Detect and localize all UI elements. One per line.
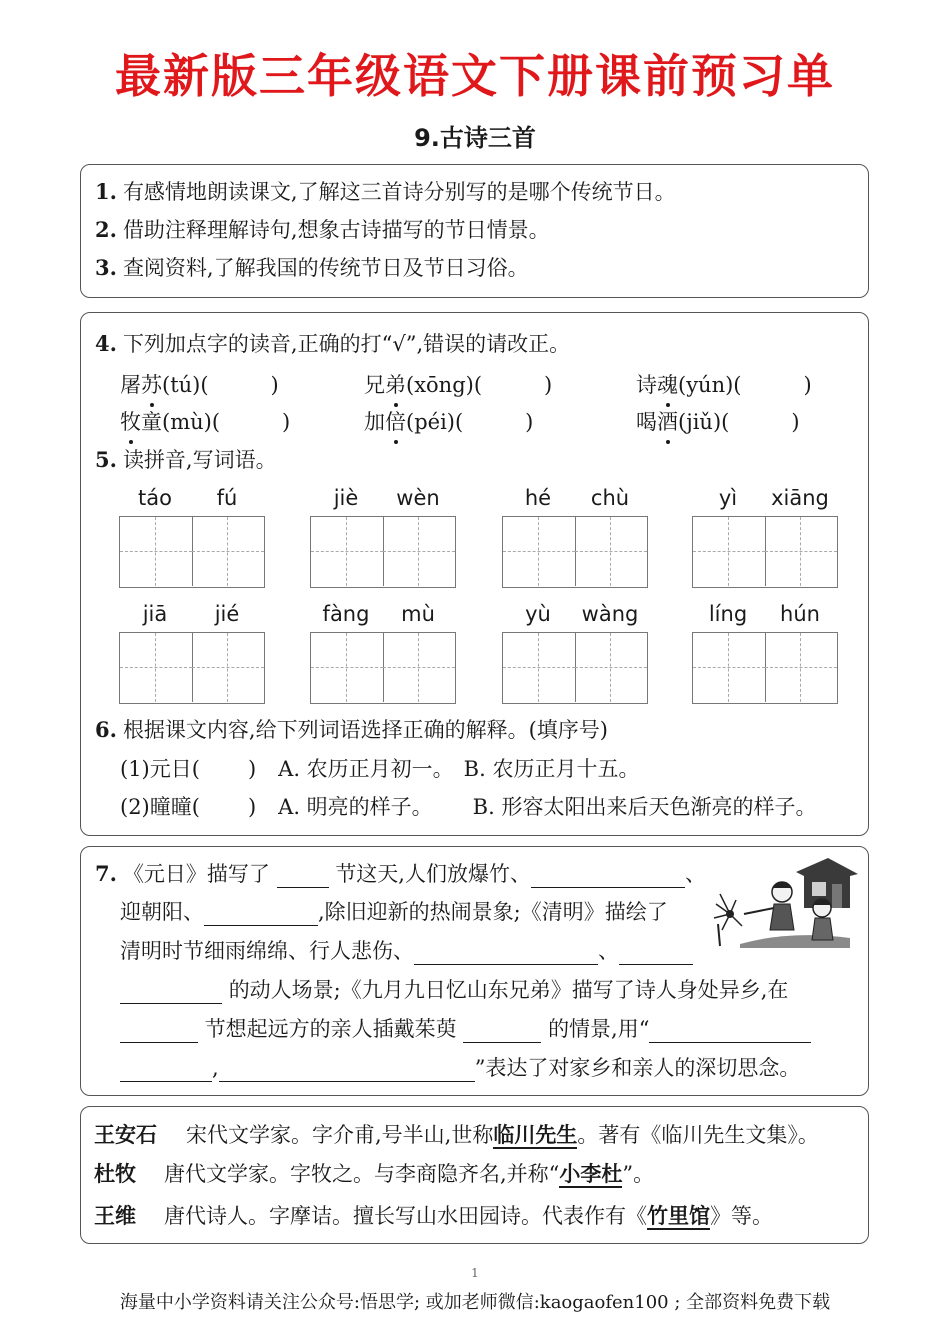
- writing-grid[interactable]: [502, 632, 648, 704]
- pinyin-label: yì: [718, 486, 738, 510]
- answer-blank[interactable]: [120, 981, 222, 1004]
- q4-item-1: 屠苏(tú)( ): [120, 369, 279, 399]
- writing-grid[interactable]: [692, 632, 838, 704]
- pinyin-label: yù: [525, 602, 551, 626]
- pinyin-label: jiè: [333, 486, 359, 510]
- prep-task-1: 1. 有感情地朗读课文,了解这三首诗分别写的是哪个传统节日。: [95, 179, 676, 204]
- page-title: 最新版三年级语文下册课前预习单: [115, 49, 835, 103]
- pinyin-label: hún: [780, 602, 820, 626]
- q6-item-1: (1)元日( ) A. 农历正月初一。 B. 农历正月十五。: [120, 757, 640, 781]
- answer-blank[interactable]: [531, 865, 685, 888]
- q5-prompt: 5. 读拼音,写词语。: [95, 447, 277, 472]
- writing-grid[interactable]: [502, 516, 648, 588]
- bio-wang-anshi: 王安石 宋代文学家。字介甫,号半山,世称临川先生。著有《临川先生文集》。: [94, 1123, 819, 1147]
- q6-prompt: 6. 根据课文内容,给下列词语选择正确的解释。(填序号): [95, 717, 608, 742]
- q7-line-4: 的动人场景;《九月九日忆山东兄弟》描写了诗人身处异乡,在: [120, 976, 788, 1004]
- writing-grid[interactable]: [692, 516, 838, 588]
- pinyin-label: mù: [401, 602, 435, 626]
- page-number: 1: [471, 1266, 479, 1280]
- pinyin-label: jié: [214, 602, 240, 626]
- q7-line-5: 节想起远方的亲人插戴茱萸 的情景,用“: [120, 1015, 811, 1043]
- prep-task-3: 3. 查阅资料,了解我国的传统节日及节日习俗。: [95, 255, 529, 280]
- answer-blank[interactable]: [463, 1020, 541, 1043]
- q4-item-6: 喝酒(jiǔ)( ): [636, 406, 800, 436]
- answer-blank[interactable]: [120, 1020, 198, 1043]
- pinyin-label: wèn: [396, 486, 440, 510]
- writing-grid[interactable]: [119, 516, 265, 588]
- writing-grid[interactable]: [119, 632, 265, 704]
- answer-blank[interactable]: [649, 1020, 811, 1043]
- q4-prompt: 4. 下列加点字的读音,正确的打“√”,错误的请改正。: [95, 331, 571, 356]
- answer-blank[interactable]: [219, 1059, 475, 1082]
- q7-line-1: 7. 《元日》描写了 节这天,人们放爆竹、 、: [95, 861, 706, 886]
- pinyin-label: wàng: [581, 602, 639, 626]
- bio-wang-wei: 王维 唐代诗人。字摩诘。擅长写山水田园诗。代表作有《竹里馆》等。: [94, 1204, 773, 1228]
- pinyin-label: jiā: [142, 602, 168, 626]
- q4-item-3: 诗魂(yún)( ): [636, 369, 812, 399]
- q7-line-6: , ”表达了对家乡和亲人的深切思念。: [120, 1054, 800, 1082]
- lesson-title: 9.古诗三首: [414, 124, 536, 152]
- q7-line-3: 清明时节细雨绵绵、行人悲伤、 、: [120, 937, 693, 965]
- q4-item-5: 加倍(péi)( ): [364, 406, 533, 436]
- answer-blank[interactable]: [414, 942, 598, 965]
- pinyin-label: xiāng: [771, 486, 829, 510]
- q4-item-2: 兄弟(xōng)( ): [364, 369, 552, 399]
- pinyin-label: fú: [216, 486, 238, 510]
- pinyin-label: hé: [524, 486, 552, 510]
- bio-du-mu: 杜牧 唐代文学家。字牧之。与李商隐齐名,并称“小李杜”。: [94, 1162, 655, 1186]
- pinyin-label: líng: [708, 602, 748, 626]
- answer-blank[interactable]: [277, 865, 329, 888]
- q6-item-2: (2)曈曈( ) A. 明亮的样子。 B. 形容太阳出来后天色渐亮的样子。: [120, 795, 817, 819]
- answer-blank[interactable]: [120, 1059, 212, 1082]
- q4-item-4: 牧童(mù)( ): [120, 406, 290, 436]
- writing-grid[interactable]: [310, 516, 456, 588]
- answer-blank[interactable]: [619, 942, 693, 965]
- firecracker-illustration: [700, 852, 860, 952]
- pinyin-label: fàng: [322, 602, 370, 626]
- prep-task-2: 2. 借助注释理解诗句,想象古诗描写的节日情景。: [95, 217, 550, 242]
- q7-line-2: 迎朝阳、 ,除旧迎新的热闹景象;《清明》描绘了: [120, 900, 668, 924]
- pinyin-label: chù: [590, 486, 630, 510]
- writing-grid[interactable]: [310, 632, 456, 704]
- footer-note: 海量中小学资料请关注公众号:悟思学; 或加老师微信:kaogaofen100 ; 全部资料免费下载: [119, 1292, 831, 1313]
- pinyin-label: táo: [138, 486, 172, 510]
- answer-blank[interactable]: [204, 903, 318, 926]
